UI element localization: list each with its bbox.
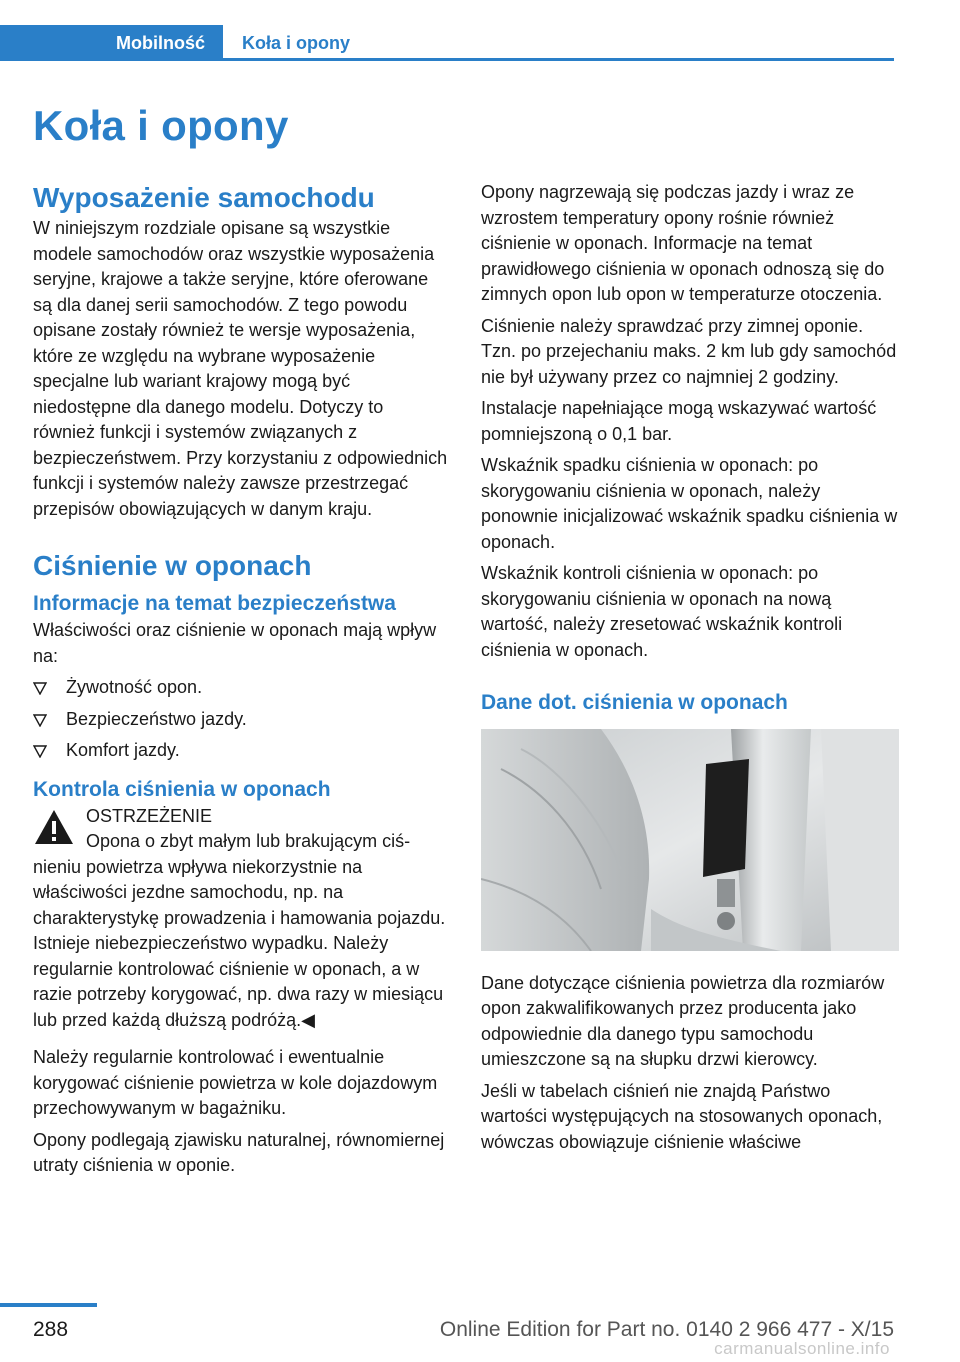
paragraph-safety: Właściwości oraz ciśnienie w oponach mają wpływ na: xyxy=(33,620,437,666)
list-item-text: Bezpieczeństwo jazdy. xyxy=(66,708,247,729)
running-header xyxy=(0,25,894,61)
heading-pressure-check: Kontrola ciśnienia w oponach xyxy=(33,777,331,801)
warning-block xyxy=(33,804,449,1034)
door-pillar-photo xyxy=(481,729,899,951)
triangle-bullet-icon xyxy=(33,681,47,695)
heading-safety-info: Informacje na temat bezpieczeństwa xyxy=(33,592,396,615)
bullet-list xyxy=(33,675,449,764)
warning-title: OSTRZEŻENIE xyxy=(86,805,213,826)
watermark: carmanualsonline.info xyxy=(714,1339,890,1358)
paragraph-equipment: W niniejszym rozdziale opisane są wszystkie modele samochodów oraz wszystkie wyposażenia seryjne, krajowe a także seryjne, które oferowane są dla danej serii samochodów. Z tego powodu opisane zostały również te wersje wyposażenia, które ze względu na wybrane wyposażenie specjalne lub wariant krajowy mogą być niedostępne dla danego modelu. Dotyczy to również funkcji i systemów związanych z bezpieczeństwem. Przy korzystaniu z odpowiednich funkcji i systemów należy zawsze przestrzegać przepisów obowiązujących w danym kraju. xyxy=(33,218,448,519)
page-number-bar xyxy=(0,1303,97,1307)
list-item-text: Komfort jazdy. xyxy=(66,740,180,760)
warning-text-first-line: Opona o zbyt małym lub brakującym ciś- xyxy=(86,831,411,851)
paragraph-deflation-indicator: Wskaźnik spadku ciśnienia w oponach: po skorygowaniu ciśnienia w oponach, należy ponownie inicjalizować wskaźnik spadku ciśnienia w oponach. xyxy=(481,455,898,552)
paragraph-pressure-loss: Opony podlegają zjawisku naturalnej, równomiernej utraty ciśnienia w oponie. xyxy=(33,1129,445,1175)
paragraph-pressure-monitor: Wskaźnik kontroli ciśnienia w oponach: po skorygowaniu ciśnienia w oponach na nową wartość, należy zresetować wskaźnik kontroli ciśnienia w oponach. xyxy=(481,563,843,660)
list-item-text: Żywotność opon. xyxy=(66,677,203,697)
paragraph-pillar-label: Dane dotyczące ciśnienia powietrza dla rozmiarów opon zakwalifikowanych przez producenta jako odpowiednie dla danego typu samochodu umieszczone są na słupku drzwi kierowcy. xyxy=(481,972,885,1069)
heading-tire-pressure: Ciśnienie w oponach xyxy=(33,550,312,581)
list-item xyxy=(33,707,449,733)
triangle-bullet-icon xyxy=(33,744,47,758)
page-title: Koła i opony xyxy=(33,102,289,149)
header-section-tab[interactable]: Mobilność xyxy=(0,25,223,61)
heading-pressure-data: Dane dot. ciśnienia w oponach xyxy=(481,691,788,714)
right-column xyxy=(481,180,899,1155)
paragraph-cold-check: Ciśnienie należy sprawdzać przy zimnej oponie. Tzn. po przejechaniu maks. 2 km lub gdy samochód nie był używany przez co najmniej 2 godziny. xyxy=(481,315,897,387)
paragraph-missing-values: Jeśli w tabelach ciśnień nie znajdą Państwo wartości występujących na stosowanych oponach, wówczas obowiązuje ciśnienie właściwe xyxy=(481,1080,883,1152)
paragraph-heating: Opony nagrzewają się podczas jazdy i wraz ze wzrostem temperatury opony rośnie również ciśnienie w oponach. Informacje na temat prawidłowego ciśnienia w oponach odnoszą się do zimnych opon lub opon w temperaturze otoczenia. xyxy=(481,182,885,304)
warning-text: nieniu powietrza wpływa niekorzystnie na właściwości jezdne samochodu, np. na charakterystykę prowadzenia i hamowania pojazdu. Istnieje niebezpieczeństwo wypadku. Należy regularnie kontrolować ciśnienie w oponach, a w razie potrzeby korygować, np. dwa razy w miesiącu lub przed każdą dłuższą podróżą.◀ xyxy=(33,856,446,1030)
heading-equipment: Wyposażenie samochodu xyxy=(33,182,375,213)
list-item xyxy=(33,738,449,764)
left-column xyxy=(33,180,449,1179)
paragraph-filling-devices: Instalacje napełniające mogą wskazywać wartość pomniejszoną o 0,1 bar. xyxy=(481,398,877,444)
header-chapter-tab[interactable]: Koła i opony xyxy=(223,25,894,61)
paragraph-spare-wheel: Należy regularnie kontrolować i ewentualnie korygować ciśnienie powietrza w kole dojazdowym przechowywanym w bagażniku. xyxy=(33,1047,438,1118)
warning-triangle-icon xyxy=(33,808,75,846)
triangle-bullet-icon xyxy=(33,713,47,727)
page-number: 288 xyxy=(33,1318,69,1341)
edition-footer: Online Edition for Part no. 0140 2 966 477 - X/15 xyxy=(439,1318,894,1341)
list-item xyxy=(33,675,449,701)
